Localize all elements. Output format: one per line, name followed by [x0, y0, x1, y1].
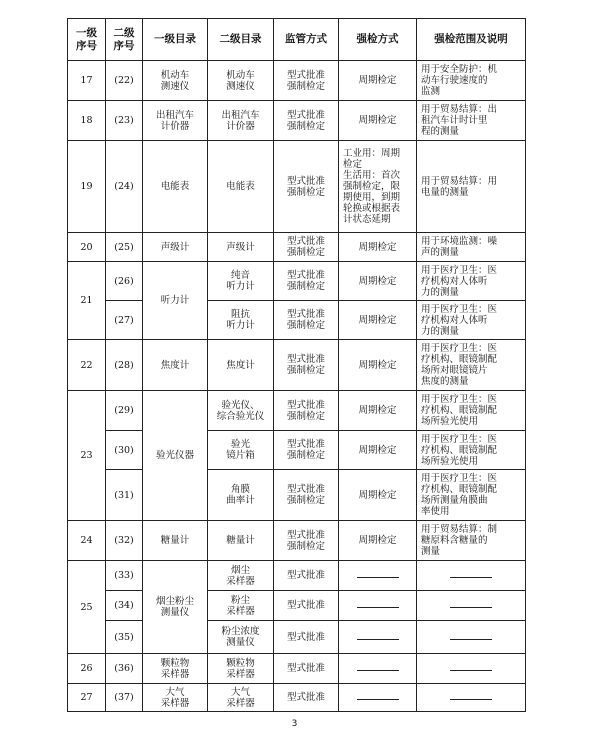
header-inspection-mode: 强检方式 [339, 19, 417, 61]
text-line: 角膜 [230, 484, 250, 495]
page-number: 3 [291, 719, 298, 729]
inspection-mode: 周期检定 [339, 101, 417, 141]
scope [417, 621, 526, 654]
inspection-mode: 周期检定 [339, 391, 417, 431]
level2-catalog [208, 470, 274, 521]
metrology-catalog-table [67, 18, 526, 712]
text-line: 烟尘 [230, 564, 250, 576]
level2-no: (27) [106, 301, 143, 340]
level2-no: (31) [106, 470, 143, 521]
inspection-mode: 周期检定 [339, 61, 417, 101]
text-line: 强制检定 [286, 80, 325, 92]
text-line: 出租汽车 [221, 109, 260, 121]
dash-line [357, 699, 399, 700]
level2-no: (30) [106, 431, 143, 470]
level2-catalog [208, 262, 274, 301]
text-line: 测量仪 [160, 607, 190, 618]
inspection-mode: 周期检定 [339, 521, 417, 561]
text-line: 疗机构、眼镜制配 [421, 405, 498, 416]
scope [417, 431, 526, 470]
text-line: 强制检定 [286, 495, 325, 506]
level2-no: (25) [106, 233, 143, 262]
text-line: 用于医疗卫生：医 [421, 394, 498, 405]
level1-no: 26 [68, 654, 106, 684]
header-supervision: 监管方式 [274, 19, 339, 61]
text-line: 疗机构对人体听 [421, 314, 488, 326]
text-line: 型式批准 [286, 270, 325, 281]
text-line: 程的测量 [421, 126, 460, 137]
inspection-mode [339, 684, 417, 712]
text-line: 计价器 [226, 120, 255, 132]
text-line: 型式批准 [286, 236, 325, 247]
text-line: 序号 [113, 39, 135, 52]
text-line: 型式批准 [286, 399, 325, 411]
supervision [274, 262, 339, 301]
text-line: 疗机构、眼镜制配 [421, 354, 498, 365]
level1-no: 20 [68, 233, 106, 262]
text-line: 疗机构对人体听 [421, 275, 488, 287]
inspection-mode: 周期检定 [339, 301, 417, 340]
level2-catalog [208, 561, 274, 591]
level2-no: (29) [106, 391, 143, 431]
header-level1-no [68, 19, 106, 61]
scope [417, 233, 526, 262]
scope [417, 61, 526, 101]
text-line: 用于环境监测：噪 [421, 236, 498, 247]
text-line: 场所测量角膜曲 [421, 495, 488, 506]
level1-no: 23 [68, 391, 106, 521]
text-line: 焦度的测量 [421, 376, 469, 387]
text-line: 期使用，到期 [343, 192, 401, 203]
text-line: 强制检定 [286, 410, 325, 422]
text-line: 颗粒物 [226, 657, 255, 669]
level2-catalog [208, 101, 274, 141]
text-line: 用于医疗卫生：医 [421, 343, 498, 354]
supervision [274, 301, 339, 340]
header-scope: 强检范围及说明 [417, 19, 526, 61]
text-line: 电量的测量 [421, 186, 469, 198]
dash-line [450, 699, 492, 700]
text-line: 强制检定 [286, 320, 325, 331]
level1-catalog [143, 684, 208, 712]
table-row [68, 521, 526, 561]
text-line: 场所对眼镜镜片 [421, 365, 488, 376]
level2-no: (37) [106, 684, 143, 712]
text-line: 一级 [76, 26, 97, 39]
text-line: 阻抗 [230, 309, 250, 320]
table-row [68, 684, 526, 712]
text-line: 验光 [230, 439, 250, 450]
text-line: 型式批准 [286, 109, 325, 121]
text-line: 率使用 [421, 506, 450, 517]
dash-line [357, 639, 399, 640]
text-line: 机动车 [160, 69, 190, 81]
supervision [274, 470, 339, 521]
dash-line [357, 607, 399, 608]
dash-line [450, 607, 492, 608]
text-line: 轮换或根据表 [343, 203, 401, 214]
text-line: 型式批准 [286, 529, 325, 541]
table-row [68, 654, 526, 684]
text-line: 声的测量 [421, 247, 460, 258]
text-line: 租汽车计时计里 [421, 115, 488, 126]
text-line: 计价器 [160, 120, 190, 132]
text-line: 二级 [113, 26, 135, 39]
text-line: 场所验光使用 [421, 416, 479, 427]
text-line: 用于医疗卫生：医 [421, 473, 498, 484]
level1-no: 25 [68, 561, 106, 654]
text-line: 用于医疗卫生：医 [421, 303, 498, 315]
table-row [68, 101, 526, 141]
text-line: 疗机构、眼镜制配 [421, 444, 498, 456]
text-line: 疗机构、眼镜制配 [421, 484, 498, 495]
inspection-mode: 周期检定 [339, 262, 417, 301]
level1-catalog: 验光仪器 [143, 391, 208, 521]
table-row [68, 141, 526, 233]
level1-catalog [143, 61, 208, 101]
level2-catalog [208, 431, 274, 470]
level2-catalog [208, 61, 274, 101]
text-line: 型式批准 [286, 309, 325, 320]
scope [417, 591, 526, 621]
text-line: 型式批准 [286, 439, 325, 450]
text-line: 大气 [165, 686, 185, 698]
dash-line [357, 577, 399, 578]
text-line: 用于贸易结算：用 [421, 175, 498, 187]
supervision [274, 101, 339, 141]
text-line: 测速仪 [160, 80, 190, 92]
level2-no: (32) [106, 521, 143, 561]
inspection-mode [339, 561, 417, 591]
text-line: 听力计 [226, 281, 255, 292]
level1-catalog [143, 561, 208, 654]
header-level2-no [106, 19, 143, 61]
supervision [274, 521, 339, 561]
table-row [68, 61, 526, 101]
text-line: 强制检定，限 [343, 181, 401, 192]
text-line: 用于医疗卫生：医 [421, 433, 498, 445]
text-line: 粉尘浓度 [221, 626, 260, 637]
scope [417, 101, 526, 141]
inspection-mode: 周期检定 [339, 340, 417, 391]
level1-no: 19 [68, 141, 106, 233]
supervision: 型式批准 [274, 684, 339, 712]
text-line: 镜片箱 [226, 450, 255, 461]
supervision: 型式批准 [274, 561, 339, 591]
level2-catalog [208, 301, 274, 340]
level1-no: 24 [68, 521, 106, 561]
level1-catalog: 电能表 [143, 141, 208, 233]
level2-catalog: 声级计 [208, 233, 274, 262]
text-line: 纯音 [230, 270, 250, 281]
text-line: 场所验光使用 [421, 455, 479, 467]
level2-no: (24) [106, 141, 143, 233]
text-line: 强制检定 [286, 365, 325, 376]
text-line: 糖原料含糖量的 [421, 535, 488, 546]
level2-no: (26) [106, 262, 143, 301]
dash-line [357, 670, 399, 671]
scope [417, 391, 526, 431]
text-line: 型式批准 [286, 484, 325, 495]
inspection-mode: 周期检定 [339, 470, 417, 521]
inspection-mode [339, 141, 417, 233]
text-line: 大气 [230, 686, 250, 698]
level1-catalog: 声级计 [143, 233, 208, 262]
scope [417, 141, 526, 233]
scope [417, 521, 526, 561]
text-line: 动车行驶速度的 [421, 75, 488, 86]
text-line: 用于安全防护：机 [421, 64, 498, 75]
table-row [68, 301, 526, 340]
level2-no: (23) [106, 101, 143, 141]
dash-line [450, 639, 492, 640]
level2-no: (22) [106, 61, 143, 101]
table-row [68, 621, 526, 654]
text-line: 生活用：首次 [343, 170, 401, 181]
table-row [68, 591, 526, 621]
table-row [68, 233, 526, 262]
supervision [274, 141, 339, 233]
level2-catalog: 焦度计 [208, 340, 274, 391]
text-line: 强制检定 [286, 186, 325, 198]
text-line: 用于贸易结算：出 [421, 104, 498, 115]
text-line: 力的测量 [421, 325, 460, 337]
header-level2-catalog: 二级目录 [208, 19, 274, 61]
table-row [68, 431, 526, 470]
scope [417, 684, 526, 712]
supervision [274, 431, 339, 470]
inspection-mode: 周期检定 [339, 431, 417, 470]
text-line: 颗粒物 [160, 657, 190, 669]
supervision [274, 391, 339, 431]
text-line: 采样器 [160, 697, 190, 709]
scope [417, 301, 526, 340]
level2-catalog: 糖量计 [208, 521, 274, 561]
text-line: 用于贸易结算：制 [421, 524, 498, 535]
text-line: 型式批准 [286, 354, 325, 365]
level2-catalog [208, 391, 274, 431]
text-line: 采样器 [160, 668, 190, 680]
table-row [68, 561, 526, 591]
text-line: 强制检定 [286, 247, 325, 258]
level2-catalog [208, 591, 274, 621]
level2-no: (33) [106, 561, 143, 591]
level1-no: 18 [68, 101, 106, 141]
level1-catalog: 焦度计 [143, 340, 208, 391]
text-line: 出租汽车 [155, 109, 194, 121]
text-line: 烟尘粉尘 [155, 596, 194, 607]
level1-catalog [143, 654, 208, 684]
table-row [68, 262, 526, 301]
scope [417, 470, 526, 521]
inspection-mode [339, 621, 417, 654]
scope [417, 654, 526, 684]
text-line: 用于医疗卫生：医 [421, 264, 498, 276]
inspection-mode [339, 654, 417, 684]
scope [417, 262, 526, 301]
supervision [274, 61, 339, 101]
level2-catalog [208, 684, 274, 712]
text-line: 强制检定 [286, 120, 325, 132]
inspection-mode: 周期检定 [339, 233, 417, 262]
text-line: 测量仪 [226, 637, 255, 648]
supervision: 型式批准 [274, 591, 339, 621]
text-line: 测量 [421, 546, 441, 557]
dash-line [450, 670, 492, 671]
text-line: 检定 [343, 159, 363, 170]
level1-no: 17 [68, 61, 106, 101]
text-line: 计状态延期 [343, 214, 391, 225]
level1-catalog [143, 101, 208, 141]
scope [417, 561, 526, 591]
text-line: 测速仪 [226, 80, 255, 92]
level2-catalog: 电能表 [208, 141, 274, 233]
level2-no: (36) [106, 654, 143, 684]
text-line: 采样器 [226, 605, 255, 617]
text-line: 机动车 [226, 69, 255, 81]
level1-catalog: 听力计 [143, 262, 208, 340]
table-row [68, 391, 526, 431]
text-line: 听力计 [226, 320, 255, 331]
supervision [274, 340, 339, 391]
dash-line [450, 577, 492, 578]
level1-no: 27 [68, 684, 106, 712]
level1-no: 21 [68, 262, 106, 340]
table-header-row [68, 19, 526, 61]
table-row [68, 470, 526, 521]
text-line: 序号 [76, 39, 97, 52]
text-line: 工业用：周期 [343, 148, 401, 159]
level2-no: (35) [106, 621, 143, 654]
supervision: 型式批准 [274, 621, 339, 654]
level2-catalog [208, 654, 274, 684]
text-line: 粉尘 [230, 594, 250, 606]
text-line: 综合验光仪 [216, 410, 265, 422]
supervision [274, 233, 339, 262]
table-row [68, 340, 526, 391]
level2-no: (28) [106, 340, 143, 391]
text-line: 强制检定 [286, 450, 325, 461]
level1-no: 22 [68, 340, 106, 391]
scope [417, 340, 526, 391]
text-line: 监测 [421, 86, 441, 97]
header-level1-catalog: 一级目录 [143, 19, 208, 61]
text-line: 力的测量 [421, 286, 460, 298]
text-line: 型式批准 [286, 175, 325, 187]
text-line: 强制检定 [286, 540, 325, 552]
text-line: 采样器 [226, 697, 255, 709]
inspection-mode [339, 591, 417, 621]
level2-no: (34) [106, 591, 143, 621]
text-line: 强制检定 [286, 281, 325, 292]
text-line: 采样器 [226, 575, 255, 587]
supervision: 型式批准 [274, 654, 339, 684]
text-line: 型式批准 [286, 69, 325, 81]
text-line: 采样器 [226, 668, 255, 680]
text-line: 曲率计 [226, 495, 255, 506]
text-line: 验光仪、 [221, 399, 260, 411]
level2-catalog [208, 621, 274, 654]
level1-catalog: 糖量计 [143, 521, 208, 561]
